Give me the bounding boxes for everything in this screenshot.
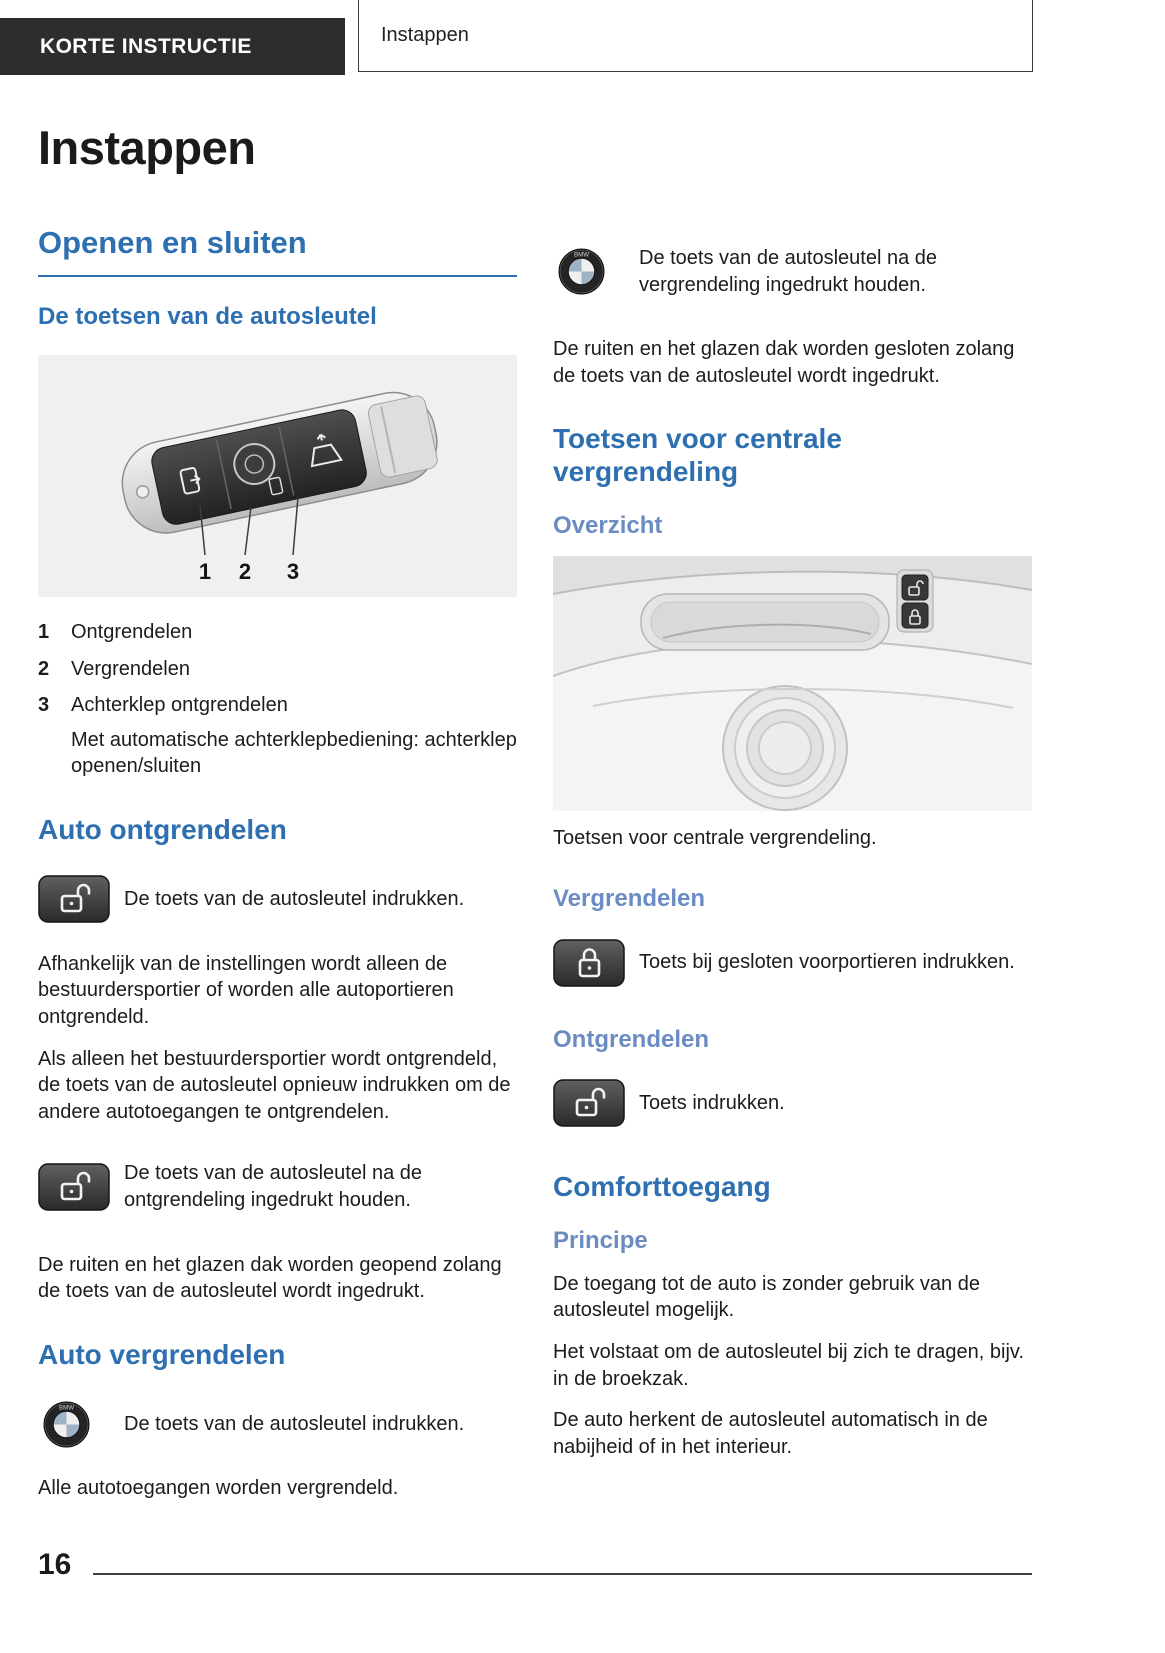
door-panel-illustration [553, 556, 1032, 811]
list-text: Vergrendelen [71, 657, 190, 680]
heading-auto-vergrendelen: Auto vergrendelen [38, 1338, 286, 1370]
heading-auto-ontgrendelen: Auto ontgrendelen [38, 813, 287, 845]
unlock-button-icon [553, 1079, 625, 1127]
icon-slot [38, 875, 124, 923]
key-fob-figure [38, 355, 517, 597]
figure-caption: Toetsen voor centrale vergrendeling. [553, 826, 877, 849]
paragraph: De ruiten en het glazen dak worden gesloten zolang de toets van de autosleutel wordt ingedrukt. [553, 338, 1015, 387]
list-number: 3 [38, 694, 50, 717]
list-text-wrap [71, 692, 517, 780]
paragraph: Als alleen het bestuurdersportier wordt ontgrendeld, de toets van de autosleutel opnieuw indrukken om de andere autotoegangen te ontgrendelen. [38, 1047, 511, 1123]
subheading-vergrendelen: Vergrendelen [553, 885, 706, 913]
instruction-row [553, 225, 1032, 318]
instruction-text: De toets van de autosleutel na de ontgrendeling ingedrukt houden. [124, 1162, 422, 1211]
instruction-row [553, 1070, 1032, 1137]
list-item [38, 692, 517, 780]
right-column [553, 223, 1032, 1475]
paragraph: Alle autotoegangen worden vergrendeld. [38, 1477, 399, 1500]
heading-comforttoegang: Comforttoegang [553, 1170, 771, 1202]
list-text: Achterklep ontgrendelen [71, 694, 288, 717]
heading-centrale-vergrendeling: Toetsen voor centrale vergrendeling [553, 423, 842, 487]
page-number: 16 [38, 1548, 72, 1581]
list-item [38, 619, 517, 646]
breadcrumb-box [358, 0, 1033, 72]
subheading-principe: Principe [553, 1226, 648, 1254]
unlock-button-icon [38, 875, 110, 923]
bmw-roundel-text: BMW [59, 1404, 74, 1412]
instruction-text: De toets van de autosleutel na de vergrendeling ingedrukt houden. [639, 247, 937, 296]
instruction-text: Toets bij gesloten voorportieren indrukken. [639, 951, 1015, 974]
page-header [0, 0, 1165, 75]
subheading-ontgrendelen: Ontgrendelen [553, 1025, 710, 1053]
paragraph: De ruiten en het glazen dak worden geopend zolang de toets van de autosleutel wordt ingedrukt. [38, 1253, 502, 1303]
page-title: Instappen [38, 121, 256, 174]
icon-slot [38, 1163, 124, 1211]
key-button-list [38, 619, 517, 780]
chapter-tab-label: KORTE INSTRUCTIE [40, 34, 252, 58]
lock-button-icon [553, 939, 625, 987]
instruction-text: De toets van de autosleutel indrukken. [124, 888, 465, 911]
page-footer [38, 1548, 1032, 1582]
key-fob-illustration [38, 355, 517, 597]
icon-slot [38, 1401, 124, 1448]
chapter-tab [0, 18, 345, 75]
footer-rule [93, 1573, 1032, 1575]
unlock-button-icon [38, 1163, 110, 1211]
left-column [38, 223, 517, 1517]
list-text: Ontgrendelen [71, 621, 193, 643]
instruction-text: De toets van de autosleutel indrukken. [124, 1412, 465, 1435]
list-note: Met automatische achterklepbediening: achterklep openen/sluiten [71, 728, 517, 778]
bmw-roundel-icon [558, 248, 605, 295]
icon-slot [553, 248, 639, 295]
list-item [38, 656, 517, 683]
paragraph: Het volstaat om de autosleutel bij zich te dragen, bijv. in de broekzak. [553, 1340, 1024, 1390]
instruction-row [38, 1140, 517, 1233]
icon-slot [553, 939, 639, 987]
key-callout-label-2: 2 [238, 559, 252, 584]
door-panel-figure [553, 556, 1032, 811]
icon-slot [553, 1079, 639, 1127]
paragraph: De toegang tot de auto is zonder gebruik van de autosleutel mogelijk. [553, 1272, 980, 1322]
key-callout-label-1: 1 [198, 559, 212, 584]
paragraph: Afhankelijk van de instellingen wordt alleen de bestuurdersportier of worden alle autoportieren ontgrendeld. [38, 952, 454, 1028]
bmw-roundel-text: BMW [574, 251, 589, 259]
subheading-overzicht: Overzicht [553, 511, 663, 539]
list-number: 2 [38, 657, 50, 680]
breadcrumb-label: Instappen [381, 24, 469, 46]
key-callout-label-3: 3 [286, 559, 300, 584]
bmw-roundel-icon [43, 1401, 90, 1448]
subheading-toetsen-autosleutel: De toetsen van de autosleutel [38, 303, 377, 330]
paragraph: De auto herkent de autosleutel automatisch in de nabijheid of in het interieur. [553, 1409, 988, 1458]
list-number: 1 [38, 621, 50, 643]
instruction-row [38, 866, 517, 933]
instruction-row [553, 929, 1032, 996]
section-heading-openen-en-sluiten: Openen en sluiten [38, 223, 517, 277]
instruction-row [38, 1391, 517, 1458]
content-columns [38, 223, 1165, 1517]
instruction-text: Toets indrukken. [639, 1091, 785, 1114]
